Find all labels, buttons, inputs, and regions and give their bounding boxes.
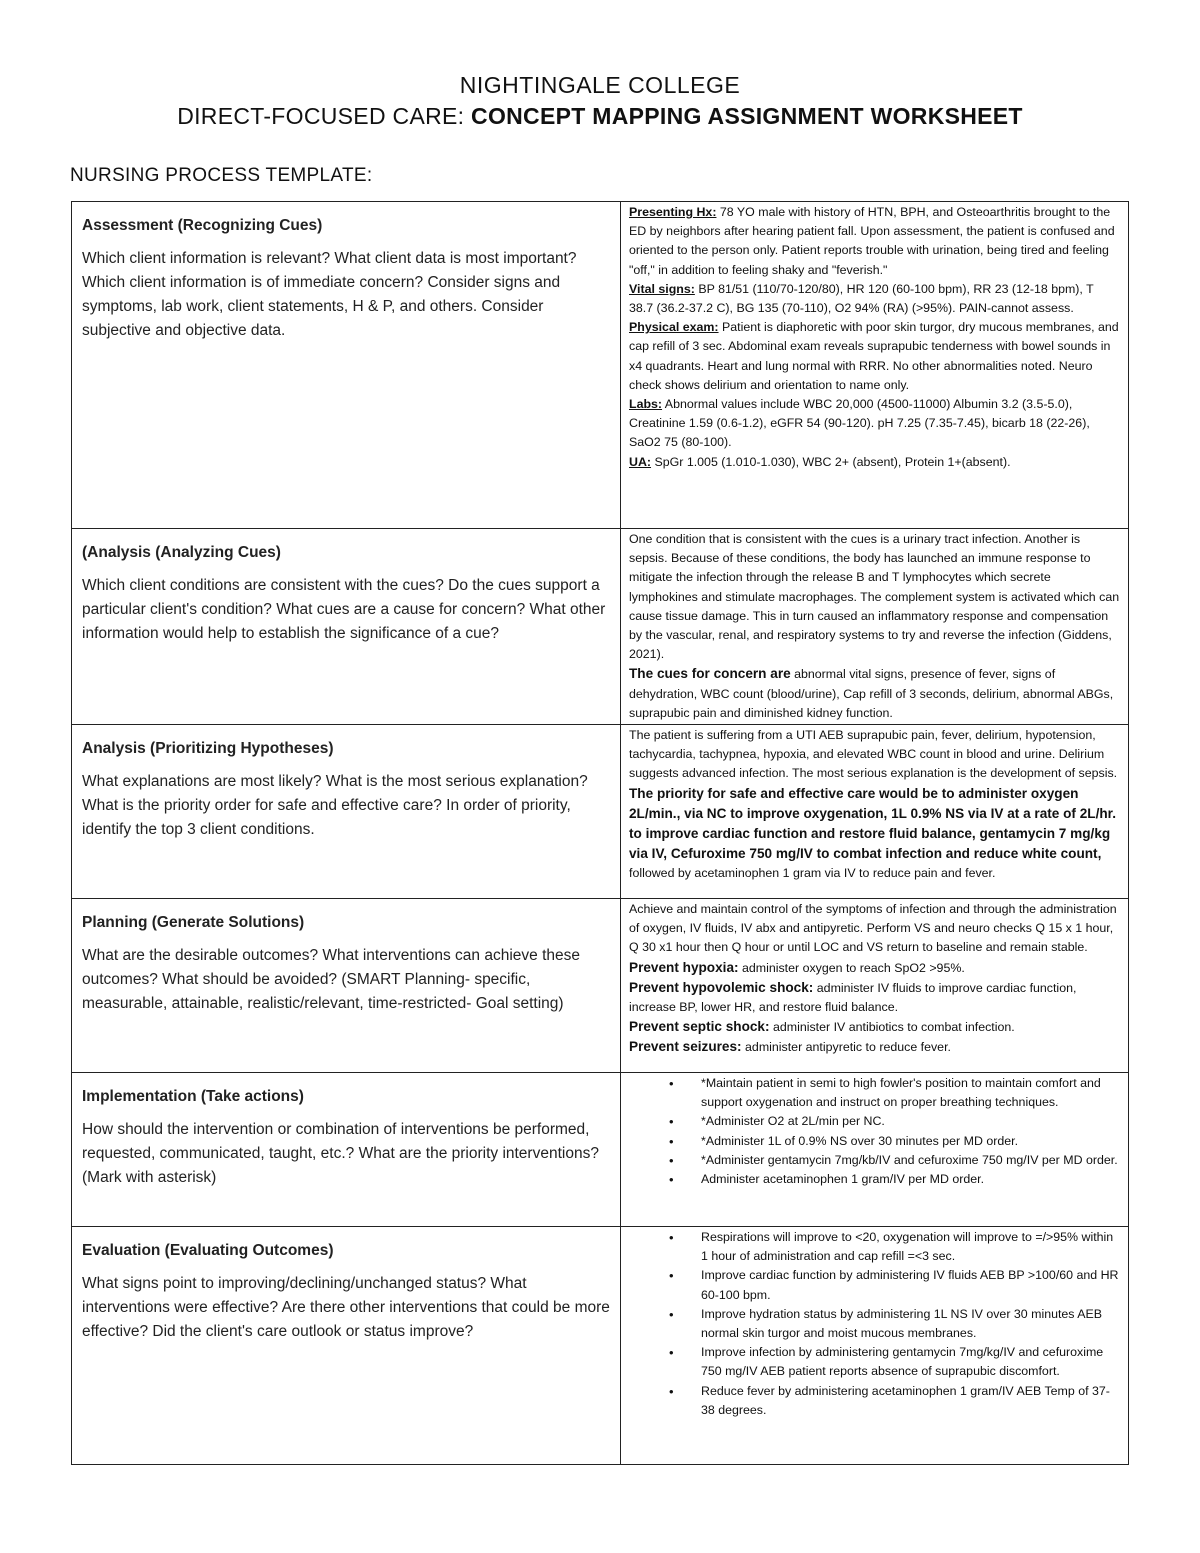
intervention-list	[629, 1074, 1120, 1189]
answer-label: Presenting Hx:	[629, 205, 717, 219]
answer-paragraph	[629, 958, 1120, 978]
answer-text: administer IV fluids to improve cardiac function, increase BP, lower HR, and restore fluid balance.	[629, 980, 1077, 1015]
answer-text: Patient is diaphoretic with poor skin turgor, dry mucous membranes, and cap refill of 3 sec. Abdominal exam reveals suprapubic tenderness with bowel sounds in x4 quadrants. Heart and lung normal with RRR. No other abnormalities noted. Neuro check shows delirium and orientation to name only.	[629, 320, 1119, 392]
worksheet-title	[0, 100, 1200, 132]
answer-label: UA:	[629, 454, 652, 469]
nursing-process-table	[71, 201, 1129, 1465]
answer-label: Prevent seizures:	[629, 1039, 742, 1055]
list-item: • Improve hydration status by administering 1L NS IV over 30 minutes AEB normal skin turgor and moist mucous membranes.	[701, 1305, 1120, 1343]
section-question: What are the desirable outcomes? What interventions can achieve these outcomes? What should be avoided? (SMART Planning- specific, measurable, attainable, realistic/relevant, time-restricted- Goal setting)	[82, 947, 580, 1013]
question-cell	[72, 1073, 621, 1227]
question-cell	[72, 202, 621, 529]
answer-text: administer oxygen to reach SpO2 >95%.	[738, 960, 965, 975]
worksheet-title-prefix: DIRECT-FOCUSED CARE:	[177, 103, 472, 129]
college-title: NIGHTINGALE COLLEGE	[459, 72, 741, 98]
answer-cell	[621, 1073, 1129, 1227]
section-title: Evaluation (Evaluating Outcomes)	[82, 1242, 334, 1260]
table-row	[72, 725, 1129, 899]
list-item: • Improve cardiac function by administering IV fluids AEB BP >100/60 and HR 60-100 bpm.	[701, 1266, 1120, 1304]
question-cell	[72, 1227, 621, 1465]
section-title: Assessment (Recognizing Cues)	[82, 217, 323, 234]
answer-label: Prevent hypovolemic shock:	[629, 979, 814, 995]
section-question: How should the intervention or combination of interventions be performed, requested, communicated, taught, etc.? What are the priority interventions? (Mark with asterisk)	[82, 1121, 599, 1187]
answer-cell	[621, 1227, 1129, 1465]
list-item: • *Administer O2 at 2L/min per NC.	[701, 1112, 1120, 1131]
answer-text: followed by acetaminophen 1 gram via IV to reduce pain and fever.	[629, 866, 996, 881]
answer-label: Prevent septic shock:	[629, 1019, 770, 1035]
answer-cell	[621, 529, 1129, 725]
section-question: What explanations are most likely? What is the most serious explanation? What is the priority order for safe and effective care? In order of priority, identify the top 3 client conditions.	[82, 773, 588, 839]
answer-label: Prevent hypoxia:	[629, 959, 739, 975]
answer-cell	[621, 899, 1129, 1073]
question-cell	[72, 899, 621, 1073]
list-item: • *Administer 1L of 0.9% NS over 30 minutes per MD order.	[701, 1132, 1120, 1151]
section-title: Planning (Generate Solutions)	[82, 914, 305, 932]
question-cell	[72, 529, 621, 725]
template-label: NURSING PROCESS TEMPLATE:	[70, 165, 373, 186]
answer-label: The cues for concern are	[629, 666, 791, 682]
worksheet-title-main: CONCEPT MAPPING ASSIGNMENT WORKSHEET	[471, 103, 1023, 129]
answer-paragraph: The patient is suffering from a UTI AEB suprapubic pain, fever, delirium, hypotension, tachycardia, tachypnea, hypoxia, and elevated WBC count in blood and urine. Delirium suggests advanced infection. The most serious explanation is the development of sepsis.	[629, 728, 1118, 781]
table-row	[72, 1073, 1129, 1227]
section-question: What signs point to improving/declining/unchanged status? What interventions were effective? Are there other interventions that could be more effective? Did the client's care outlook or status improve?	[82, 1275, 610, 1341]
answer-label: Labs:	[629, 397, 663, 412]
answer-text: administer antipyretic to reduce fever.	[741, 1040, 951, 1055]
answer-paragraph	[629, 978, 1120, 1017]
table-row	[72, 529, 1129, 725]
answer-cell	[621, 202, 1129, 529]
section-question: Which client conditions are consistent with the cues? Do the cues support a particular client's condition? What cues are a cause for concern? What other information would help to establish the significance of a cue?	[82, 577, 606, 642]
answer-paragraph	[629, 1037, 1120, 1057]
answer-text: administer IV antibiotics to combat infection.	[769, 1020, 1015, 1035]
answer-text: SpGr 1.005 (1.010-1.030), WBC 2+ (absent), Protein 1+(absent).	[651, 454, 1011, 469]
answer-paragraph	[629, 203, 1120, 280]
answer-paragraph	[629, 280, 1120, 318]
answer-paragraph	[629, 318, 1120, 395]
priority-text: The priority for safe and effective care would be to administer oxygen 2L/min., via NC to improve oxygenation, 1L 0.9% NS via IV at a rate of 2L/hr. to improve cardiac function and restore fluid balance, gentamycin 7 mg/kg via IV, Cefuroxime 750 mg/IV to combat infection and reduce white count,	[629, 785, 1116, 862]
answer-text: Abnormal values include WBC 20,000 (4500-11000) Albumin 3.2 (3.5-5.0), Creatinine 1.59 (0.6-1.2), eGFR 54 (90-120). pH 7.25 (7.35-7.45), bicarb 18 (22-26), SaO2 75 (80-100).	[629, 397, 1090, 450]
question-cell	[72, 725, 621, 899]
section-question: Which client information is relevant? What client data is most important? Which client information is of immediate concern? Consider signs and symptoms, lab work, client statements, H & P, and others. Consider subjective and objective data.	[82, 250, 577, 339]
answer-text: 78 YO male with history of HTN, BPH, and Osteoarthritis brought to the ED by neighbors after hearing patient fall. Upon assessment, the patient is confused and oriented to the person only. Patient reports trouble with urination, being tired and feeling "off," in addition to feeling shaky and "feverish."	[629, 205, 1115, 277]
answer-paragraph: Achieve and maintain control of the symptoms of infection and through the administration of oxygen, IV fluids, IV abx and antipyretic. Perform VS and neuro checks Q 15 x 1 hour, Q 30 x1 hour then Q hour or until LOC and VS return to baseline and remain stable.	[629, 902, 1117, 955]
section-title: Analysis (Prioritizing Hypotheses)	[82, 740, 334, 758]
answer-paragraph	[629, 453, 1120, 472]
list-item: • Reduce fever by administering acetaminophen 1 gram/IV AEB Temp of 37-38 degrees.	[701, 1382, 1120, 1420]
table-row	[72, 202, 1129, 529]
section-title: Implementation (Take actions)	[82, 1088, 304, 1106]
list-item: • *Administer gentamycin 7mg/kb/IV and cefuroxime 750 mg/IV per MD order.	[701, 1151, 1120, 1170]
answer-label: Vital signs:	[629, 281, 695, 296]
section-title: (Analysis (Analyzing Cues)	[82, 544, 281, 561]
answer-text: abnormal vital signs, presence of fever, signs of dehydration, WBC count (blood/urine), Cap refill of 3 seconds, delirium, abnormal ABGs, suprapubic pain and diminished kidney function.	[629, 667, 1114, 720]
list-item: • *Maintain patient in semi to high fowler's position to maintain comfort and support oxygenation and instruct on proper breathing techniques.	[701, 1074, 1120, 1112]
answer-label: Physical exam:	[629, 320, 719, 335]
answer-paragraph	[629, 1017, 1120, 1037]
answer-cell	[621, 725, 1129, 899]
answer-paragraph	[629, 664, 1120, 723]
answer-paragraph: One condition that is consistent with the cues is a urinary tract infection. Another is sepsis. Because of these conditions, the body has launched an immune response to mitigate the infection through the release B and T lymphocytes which secrete lymphokines and stimulate macrophages. The complement system is activated which can cause tissue damage. This in turn caused an inflammatory response and compensation by the vascular, renal, and respiratory systems to try and reverse the infection (Giddens, 2021).	[629, 532, 1120, 662]
document-header	[0, 70, 1200, 132]
list-item: • Improve infection by administering gentamycin 7mg/kg/IV and cefuroxime 750 mg/IV AEB patient reports absence of suprapubic discomfort.	[701, 1343, 1120, 1381]
outcome-list	[629, 1228, 1120, 1420]
list-item: • Administer acetaminophen 1 gram/IV per MD order.	[701, 1170, 1120, 1189]
list-item: • Respirations will improve to <20, oxygenation will improve to =/>95% within 1 hour of administration and cap refill =<3 sec.	[701, 1228, 1120, 1266]
answer-paragraph	[629, 784, 1120, 884]
answer-text: BP 81/51 (110/70-120/80), HR 120 (60-100 bpm), RR 23 (12-18 bpm), T 38.7 (36.2-37.2 C), BG 135 (70-110), O2 94% (RA) (>95%). PAIN-cannot assess.	[629, 281, 1094, 316]
answer-paragraph	[629, 395, 1120, 453]
table-row	[72, 1227, 1129, 1465]
table-row	[72, 899, 1129, 1073]
